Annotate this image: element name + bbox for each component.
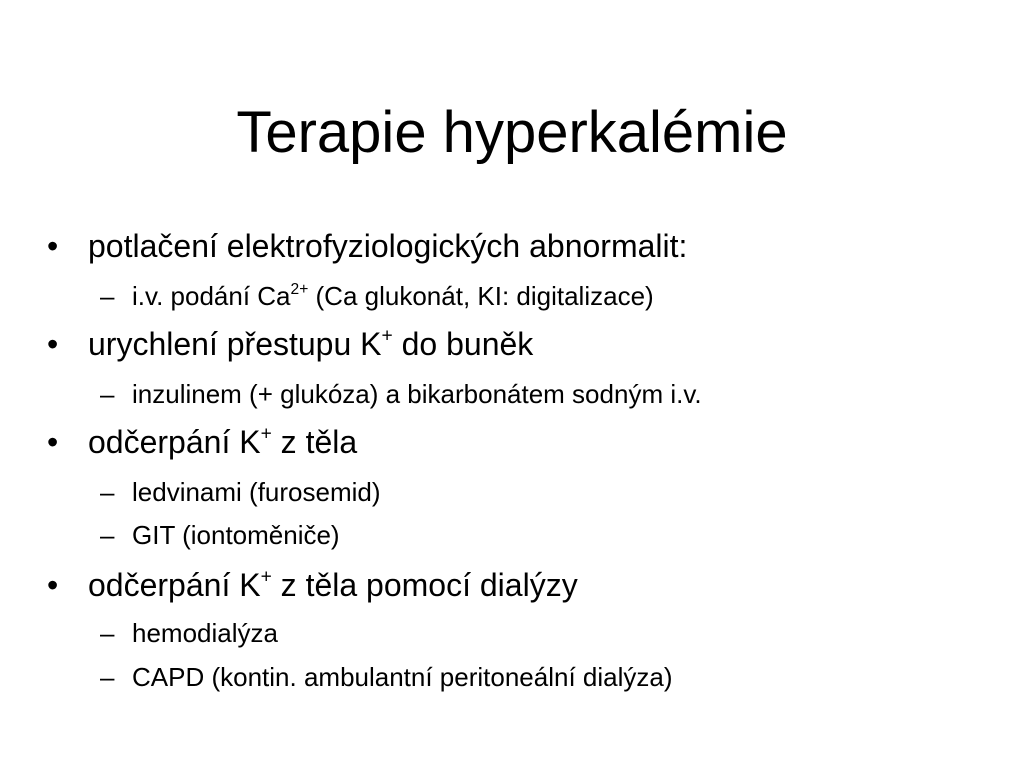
superscript: 2+ (290, 281, 309, 299)
bullet-item (47, 325, 533, 363)
sub-bullet-item (100, 519, 340, 551)
sub-bullet-item (100, 617, 278, 649)
dash-icon: – (100, 520, 115, 550)
bullet-icon: • (47, 228, 59, 264)
dash-icon: – (100, 379, 115, 409)
bullet-icon: • (47, 326, 59, 362)
dash-icon: – (100, 662, 115, 692)
superscript: + (260, 423, 272, 445)
sub-bullet-item (100, 280, 654, 312)
bullet-item (47, 227, 687, 265)
sub-bullet-text: ledvinami (furosemid) (132, 477, 381, 507)
bullet-text: potlačení elektrofyziologických abnormalit: (88, 228, 688, 264)
superscript: + (260, 566, 272, 588)
sub-bullet-text: CAPD (kontin. ambulantní peritoneální dialýza) (132, 662, 673, 692)
bullet-item (47, 566, 578, 604)
dash-icon: – (100, 477, 115, 507)
superscript: + (381, 325, 393, 347)
bullet-icon: • (47, 424, 59, 460)
bullet-item (47, 423, 357, 461)
sub-bullet-item (100, 661, 673, 693)
bullet-icon: • (47, 567, 59, 603)
sub-bullet-text: i.v. podání $Ca^{2+}$ (Ca glukonát, KI: digitalizace) (132, 281, 654, 311)
dash-icon: – (100, 618, 115, 648)
slide-title: Terapie hyperkalémie (236, 100, 788, 165)
bullet-text: odčerpání K+ z těla (88, 423, 358, 460)
bullet-text: odčerpání K+ z těla pomocí dialýzy (88, 566, 578, 603)
sub-bullet-text: GIT (iontoměniče) (132, 520, 340, 550)
sub-bullet-item (100, 476, 381, 508)
dash-icon: – (100, 281, 115, 311)
bullet-text: urychlení přestupu K+ do buněk (88, 325, 534, 362)
sub-bullet-text: hemodialýza (132, 618, 278, 648)
sub-bullet-text: inzulinem (+ glukóza) a bikarbonátem sodným i.v. (132, 379, 702, 409)
sub-bullet-item (100, 378, 702, 410)
